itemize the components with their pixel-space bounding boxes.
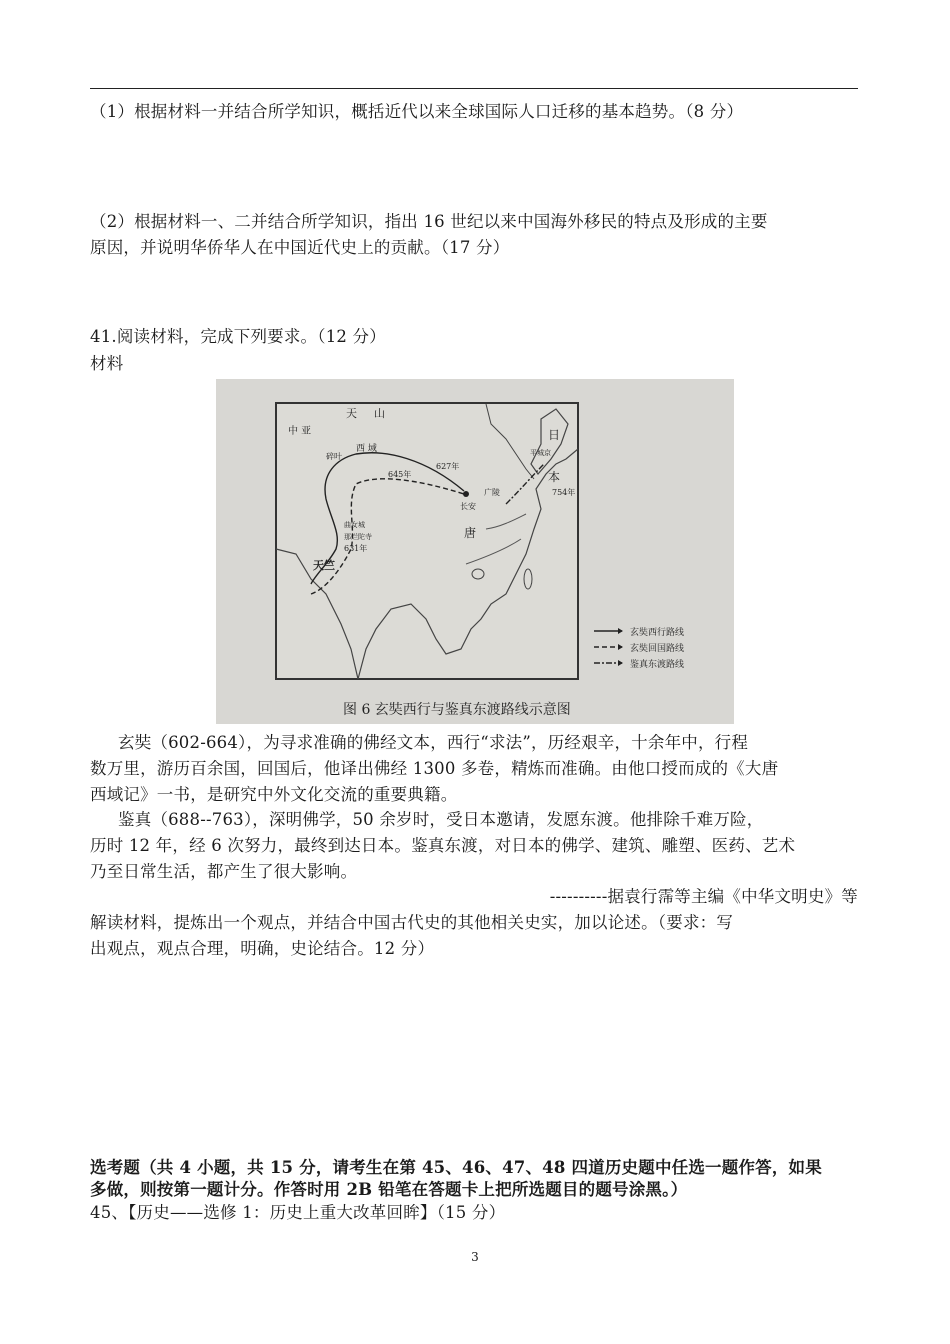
label-754: 754年 [552,488,576,497]
legend-arrow-2 [618,644,623,650]
legend-arrow-3 [618,660,623,666]
label-627: 627年 [436,462,460,471]
elective-instruction-line2: 多做，则按第一题计分。作答时用 2B 铅笔在答题卡上把所选题目的题号涂黑。） [90,1180,688,1199]
label-japan-1: 日 [548,428,561,442]
para1-line1: 玄奘（602-664），为寻求准确的佛经文本，西行“求法”，历经艰辛，十余年中，行程 [118,733,749,752]
q41-question-line1: 解读材料，提炼出一个观点，并结合中国古代史的其他相关史实，加以论述。（要求：写 [90,913,734,932]
label-guangling: 广陵 [484,488,500,497]
q41-material-label: 材料 [90,354,124,373]
label-nalantuo: 那烂陀寺 [344,533,372,541]
route-map [216,379,734,724]
para2-line3: 乃至日常生活，都产生了很大影响。 [90,862,358,881]
page-number: 3 [471,1250,479,1264]
label-xiyu: 西 域 [356,444,377,454]
label-japan-2: 本 [548,470,561,484]
label-nara: 平城京 [530,449,551,457]
legend-xuanzang-return: 玄奘回国路线 [630,644,685,654]
label-tianzhu: 天竺 [313,559,335,572]
elective-instruction-line1: 选考题（共 4 小题，共 15 分，请考生在第 45、46、47、48 四道历史题中任选一题作答，如果 [90,1158,822,1177]
label-tang: 唐 [464,526,477,540]
material-source: ----------据袁行霈等主编《中华文明史》等 [549,887,858,906]
header-rule [90,88,858,89]
legend-xuanzang-west: 玄奘西行路线 [630,628,685,638]
para2-line2: 历时 12 年，经 6 次努力，最终到达日本。鉴真东渡，对日本的佛学、建筑、雕塑、医药、艺术 [90,836,796,855]
map-legend [594,626,684,670]
label-tianshan-2: 山 [374,407,385,420]
label-changan: 长安 [460,502,476,511]
para1-line3: 西域记》一书，是研究中外文化交流的重要典籍。 [90,785,458,804]
q40-part1: （1）根据材料一并结合所学知识，概括近代以来全球国际人口迁移的基本趋势。（8 分） [90,102,744,121]
changan-marker [463,491,469,497]
label-631: 631年 [344,544,368,553]
label-tianshan: 天 [346,407,357,420]
para1-line2: 数万里，游历百余国，回国后，他译出佛经 1300 多卷，精炼而准确。由他口授而成的《大唐 [90,759,779,778]
q41-question-line2: 出观点，观点合理，明确，史论结合。12 分） [90,939,435,958]
para2-line1: 鉴真（688--763），深明佛学，50 余岁时，受日本邀请，发愿东渡。他排除千难万险， [118,810,764,829]
q41-heading: 41.阅读材料，完成下列要求。（12 分） [90,327,386,346]
q40-part2-line2: 原因，并说明华侨华人在中国近代史上的贡献。（17 分） [90,238,510,257]
label-central-asia: 中 亚 [288,426,312,437]
q45-heading: 45、【历史——选修 1：历史上重大改革回眸】（15 分） [90,1203,506,1222]
label-645: 645年 [388,470,412,479]
legend-jianzhen: 鉴真东渡路线 [630,660,685,670]
q40-part2-line1: （2）根据材料一、二并结合所学知识，指出 16 世纪以来中国海外移民的特点及形成的主要 [90,212,768,231]
legend-arrow-1 [618,628,623,634]
label-suiye: 碎叶 [326,452,342,461]
route-map-figure [216,379,734,724]
map-frame [276,403,578,679]
label-qunvcheng: 曲女城 [344,521,365,529]
map-caption: 图 6 玄奘西行与鉴真东渡路线示意图 [343,702,571,718]
